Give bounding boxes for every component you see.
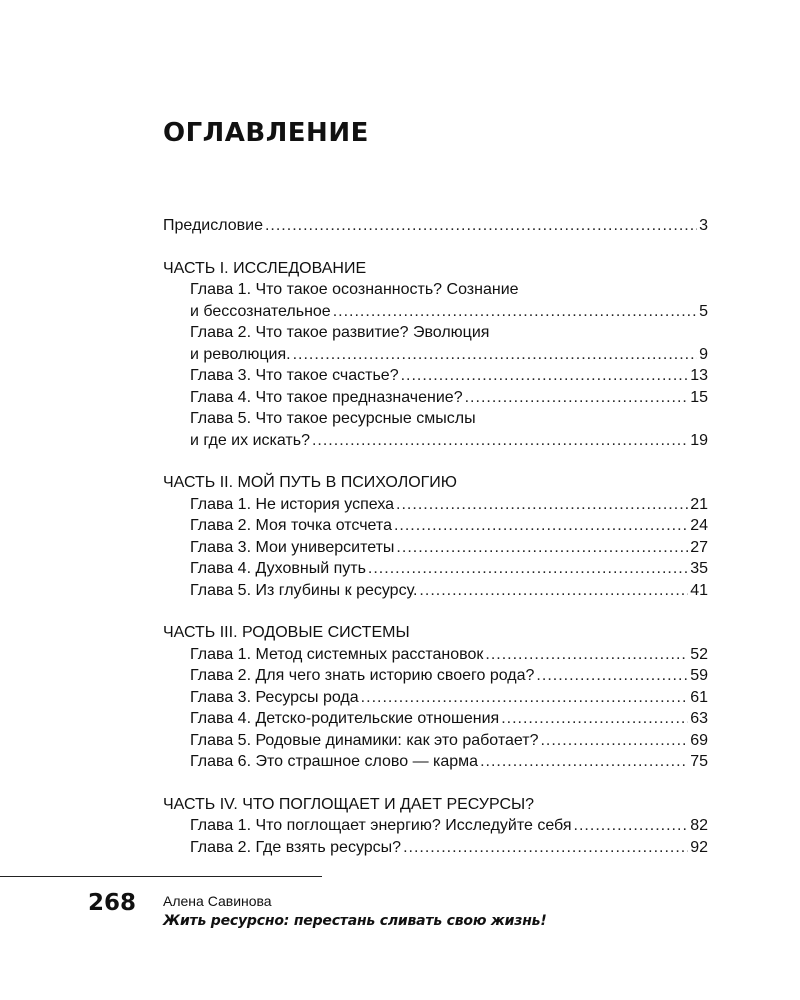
- chapter-title: Глава 1. Что поглощает энергию? Исследуйте себя: [190, 817, 572, 834]
- toc-page-number: 52: [690, 645, 708, 663]
- toc-entry-title: Предисловие: [163, 217, 263, 234]
- dot-leader: [396, 537, 688, 559]
- dot-leader: [265, 215, 697, 237]
- part-heading: ЧАСТЬ IV. ЧТО ПОГЛОЩАЕТ И ДАЕТ РЕСУРСЫ?: [163, 795, 535, 813]
- dot-leader: [465, 387, 689, 409]
- toc-chapter-entry: [163, 815, 708, 837]
- part-heading: ЧАСТЬ I. ИССЛЕДОВАНИЕ: [163, 259, 367, 277]
- toc-page-number: 24: [690, 517, 708, 534]
- toc-chapter-entry: [163, 665, 708, 687]
- toc-chapter-entry: [163, 751, 708, 773]
- toc-page-number: 82: [690, 817, 708, 834]
- page-number: 268: [88, 890, 137, 916]
- toc-chapter-entry: [163, 708, 708, 730]
- chapter-title: Глава 2. Для чего знать историю своего рода?: [190, 667, 535, 684]
- dot-leader: [401, 365, 689, 387]
- dot-leader: [396, 494, 688, 516]
- toc-chapter-entry: [163, 537, 708, 559]
- chapter-title: Глава 5. Родовые динамики: как это работает?: [190, 731, 539, 749]
- chapter-title: Глава 1. Метод системных расстановок: [190, 645, 484, 663]
- toc-page-number: 61: [690, 688, 708, 706]
- toc-page-number: 92: [690, 838, 708, 856]
- toc-part: [163, 794, 708, 859]
- toc-part: [163, 472, 708, 601]
- toc-chapter-entry: [163, 387, 708, 409]
- chapter-title-line: Глава 1. Что такое осознанность? Сознание: [190, 281, 519, 298]
- chapter-title: Глава 3. Мои университеты: [190, 538, 395, 556]
- toc-parts: [163, 258, 708, 859]
- toc-page-number: 15: [690, 388, 708, 406]
- dot-leader: [293, 344, 698, 366]
- toc-chapter-entry: [163, 580, 708, 602]
- toc-chapter-entry: [163, 515, 708, 537]
- chapter-title: и где их искать?: [190, 431, 310, 449]
- dot-leader: [333, 301, 697, 323]
- dot-leader: [368, 558, 688, 580]
- toc-part: [163, 622, 708, 773]
- dot-leader: [574, 815, 689, 837]
- chapter-title: Глава 5. Из глубины к ресурсу.: [190, 581, 418, 599]
- chapter-title: Глава 1. Не история успеха: [190, 495, 395, 513]
- footer-divider: [0, 876, 322, 877]
- chapter-title: и революция.: [190, 345, 291, 363]
- toc-entry-preface: [163, 215, 708, 237]
- chapter-title-line: Глава 5. Что такое ресурсные смыслы: [190, 410, 476, 427]
- chapter-title: Глава 2. Где взять ресурсы?: [190, 838, 402, 856]
- toc-page-number: 59: [690, 667, 708, 684]
- toc-chapter-entry: [163, 301, 708, 323]
- dot-leader: [540, 730, 688, 752]
- toc-chapter-entry: [163, 430, 708, 452]
- chapter-title: Глава 3. Ресурсы рода: [190, 688, 359, 706]
- toc-page-number: 19: [690, 431, 708, 449]
- toc-page-number: 13: [690, 367, 708, 384]
- toc-page-number: 27: [690, 538, 708, 556]
- toc-chapter-entry: [163, 644, 708, 666]
- dot-leader: [485, 644, 688, 666]
- chapter-title: Глава 6. Это страшное слово — карма: [190, 753, 479, 770]
- toc-chapter-entry: [163, 687, 708, 709]
- chapter-title: Глава 4. Духовный путь: [190, 560, 366, 577]
- dot-leader: [312, 430, 688, 452]
- dot-leader: [480, 751, 688, 773]
- toc-chapter-entry: [163, 837, 708, 859]
- part-heading: ЧАСТЬ III. РОДОВЫЕ СИСТЕМЫ: [163, 624, 410, 641]
- toc-page-number: 75: [690, 753, 708, 770]
- footer-author: Алена Савинова: [163, 893, 272, 909]
- chapter-title: Глава 4. Что такое предназначение?: [190, 388, 463, 406]
- toc-chapter-entry: [163, 558, 708, 580]
- toc-chapter-entry: [163, 344, 708, 366]
- toc-page-number: 21: [690, 495, 708, 513]
- toc-chapter-entry: [163, 730, 708, 752]
- part-heading: ЧАСТЬ II. МОЙ ПУТЬ В ПСИХОЛОГИЮ: [163, 474, 457, 491]
- toc-page-number: 35: [690, 560, 708, 577]
- chapter-title: и бессознательное: [190, 302, 331, 320]
- toc-page-number: 9: [699, 345, 708, 363]
- toc-part: [163, 258, 708, 452]
- toc-page-number: 3: [699, 217, 708, 234]
- dot-leader: [536, 665, 688, 687]
- dot-leader: [501, 708, 688, 730]
- toc-chapter-entry: [163, 365, 708, 387]
- toc-page-number: 5: [699, 302, 708, 320]
- toc-page-number: 41: [690, 581, 708, 599]
- dot-leader: [403, 837, 688, 859]
- toc-page-number: 63: [690, 710, 708, 727]
- table-of-contents: [163, 215, 708, 858]
- dot-leader: [361, 687, 689, 709]
- dot-leader: [419, 580, 688, 602]
- chapter-title: Глава 2. Моя точка отсчета: [190, 517, 392, 534]
- toc-page-number: 69: [690, 731, 708, 749]
- toc-chapter-entry: [163, 494, 708, 516]
- chapter-title-line: Глава 2. Что такое развитие? Эволюция: [190, 324, 490, 341]
- footer-book-title: Жить ресурсно: перестань сливать свою жизнь!: [163, 913, 547, 929]
- chapter-title: Глава 3. Что такое счастье?: [190, 367, 399, 384]
- dot-leader: [394, 515, 688, 537]
- chapter-title: Глава 4. Детско-родительские отношения: [190, 710, 500, 727]
- page-title: ОГЛАВЛЕНИЕ: [163, 118, 369, 148]
